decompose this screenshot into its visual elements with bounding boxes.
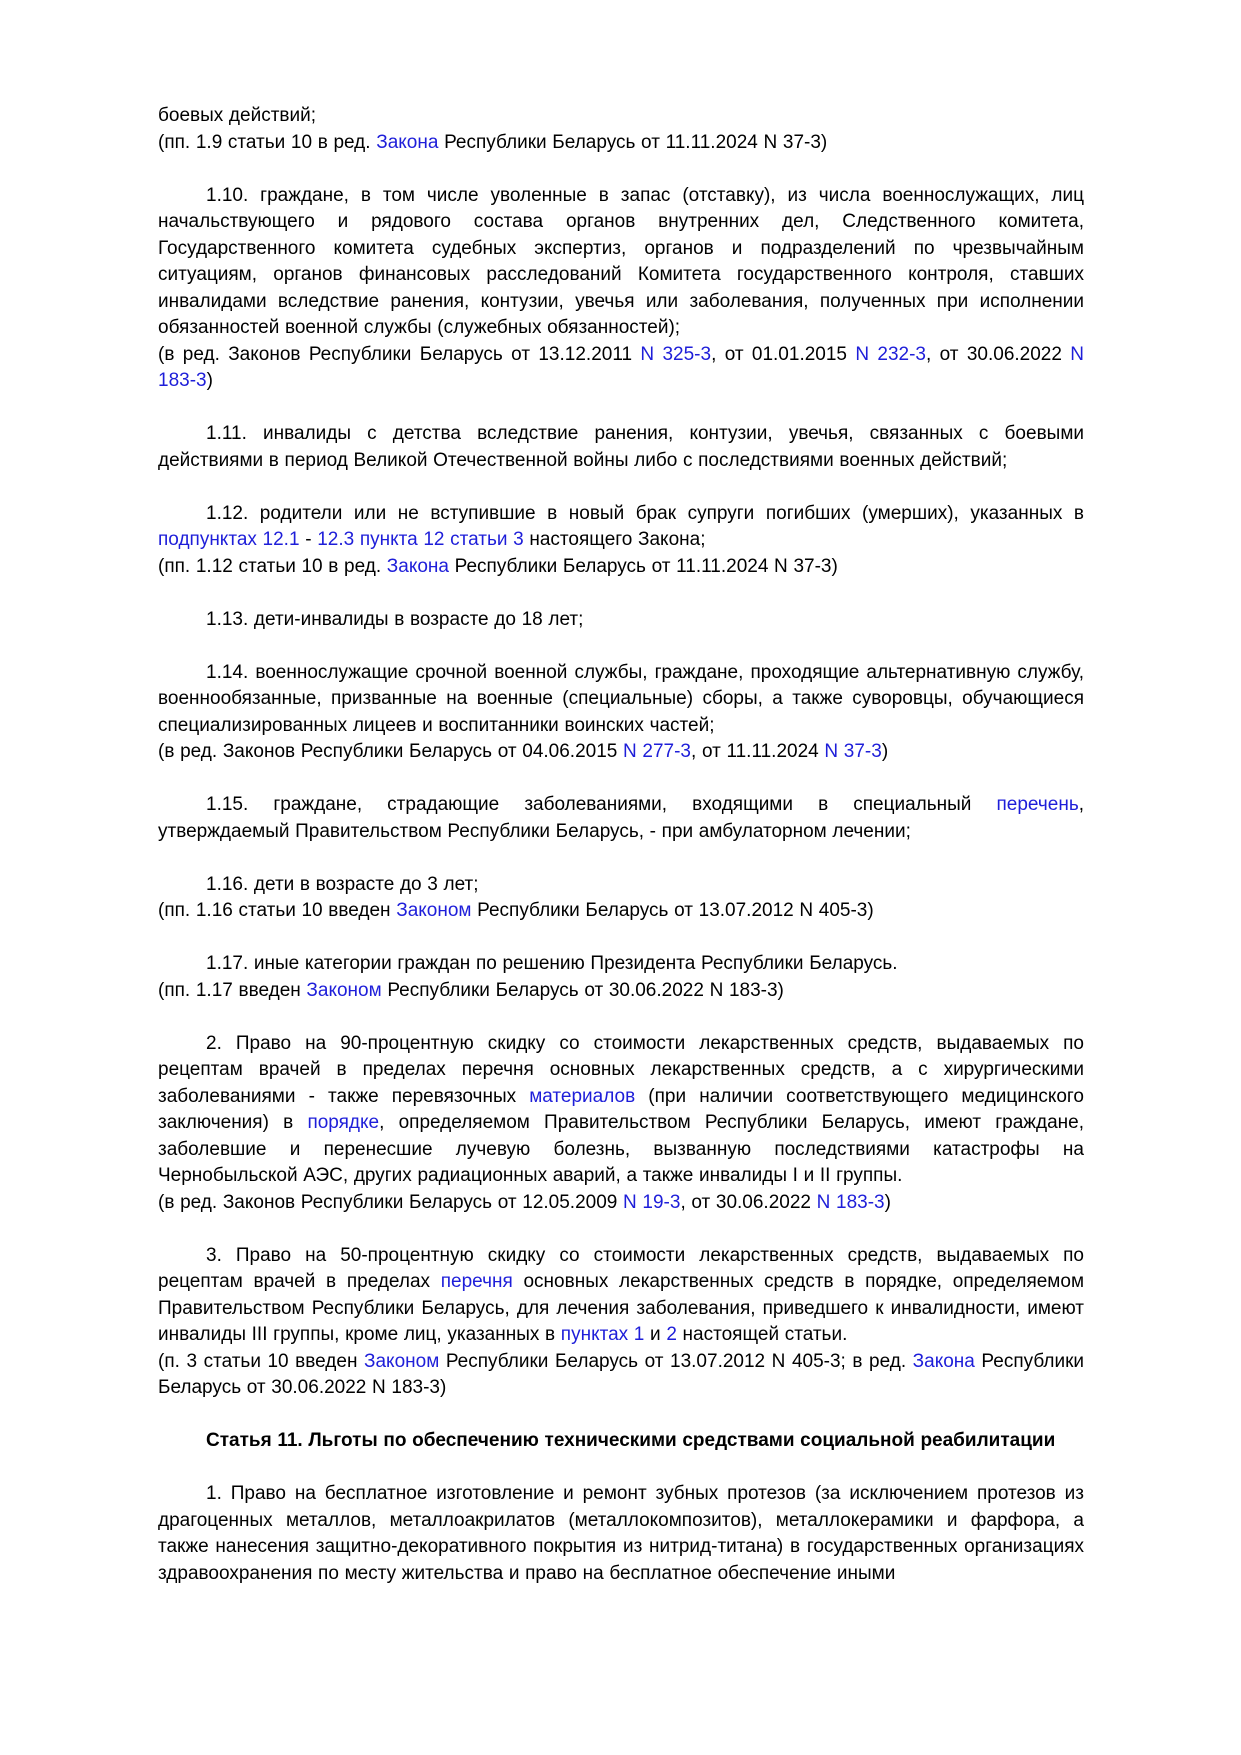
- law-link[interactable]: N 183-3: [158, 343, 1085, 391]
- law-link[interactable]: пунктах 1: [560, 1324, 645, 1345]
- clause-paragraph: 2. Право на 90-процентную скидку со стоимости лекарственных средств, выдаваемых по рецептам врачей в пределах перечня основных лекарственных средств, а с хирургическими заболеваниями - также перевязочных материалов (при наличии соответствующего медицинского заключения) в порядке, определяемом Правительством Республики Беларусь, имеют граждане, заболевшие и перенесшие лучевую болезнь, вызванную последствиями катастрофы на Чернобыльской АЭС, других радиационных аварий, а также инвалиды I и II группы.: [158, 1032, 1085, 1186]
- amendment-note: (пп. 1.9 статьи 10 в ред. Закона Республики Беларусь от 11.11.2024 N 37-3): [158, 131, 828, 153]
- clause-paragraph: 1.11. инвалиды с детства вследствие ранения, контузии, увечья, связанных с боевыми действиями в период Великой Отечественной войны либо с последствиями военных действий;: [158, 423, 1084, 471]
- law-link[interactable]: N 232-3: [855, 343, 927, 365]
- clause-paragraph: 1.14. военнослужащие срочной военной службы, граждане, проходящие альтернативную службу, военнообязанные, призванные на военные (специальные) сборы, а также суворовцы, обучающиеся специализированных лицеев и воспитанники воинских частей;: [158, 661, 1084, 736]
- law-link[interactable]: перечня: [440, 1271, 513, 1292]
- law-link[interactable]: порядке: [307, 1112, 380, 1133]
- law-link[interactable]: N 183-3: [816, 1191, 885, 1213]
- law-link[interactable]: Закона: [912, 1350, 975, 1372]
- amendment-note: (в ред. Законов Республики Беларусь от 04.06.2015 N 277-3, от 11.11.2024 N 37-3): [158, 741, 889, 762]
- clause-paragraph: 1. Право на бесплатное изготовление и ремонт зубных протезов (за исключением протезов из драгоценных металлов, металлоакрилатов (металлокомпозитов), металлокерамики и фарфора, а также нанесения защитно-декоративного покрытия из нитрид-титана) в государственных организациях здравоохранения по месту жительства и право на бесплатное обеспечение иными: [158, 1483, 1084, 1584]
- continuation-paragraph: боевых действий;: [158, 105, 316, 126]
- clause-paragraph: 1.16. дети в возрасте до 3 лет;: [206, 873, 479, 895]
- clause-paragraph: 3. Право на 50-процентную скидку со стоимости лекарственных средств, выдаваемых по рецептам врачей в пределах перечня основных лекарственных средств в порядке, определяемом Правительством Республики Беларусь, для лечения заболевания, приведшего к инвалидности, имеют инвалиды III группы, кроме лиц, указанных в пунктах 1 и 2 настоящей статьи.: [158, 1244, 1085, 1345]
- clause-paragraph: 1.12. родители или не вступившие в новый брак супруги погибших (умерших), указанных в подпунктах 12.1 - 12.3 пункта 12 статьи 3 настоящего Закона;: [158, 502, 1084, 550]
- law-link[interactable]: перечень: [996, 794, 1079, 815]
- law-link[interactable]: N 37-3: [824, 741, 882, 762]
- law-link[interactable]: 12.3 пункта 12 статьи 3: [317, 529, 524, 550]
- law-link[interactable]: Законом: [396, 900, 472, 921]
- law-link[interactable]: N 325-3: [640, 343, 712, 365]
- law-link[interactable]: подпунктах 12.1: [158, 529, 300, 550]
- clause-paragraph: 1.17. иные категории граждан по решению Президента Республики Беларусь.: [206, 953, 898, 974]
- amendment-note: (пп. 1.17 введен Законом Республики Беларусь от 30.06.2022 N 183-3): [158, 979, 784, 1001]
- law-link[interactable]: Законом: [306, 979, 382, 1001]
- law-link[interactable]: N 19-3: [623, 1191, 681, 1213]
- law-link[interactable]: Закона: [376, 131, 439, 153]
- law-link[interactable]: Законом: [364, 1350, 440, 1372]
- amendment-note: (в ред. Законов Республики Беларусь от 12.05.2009 N 19-3, от 30.06.2022 N 183-3): [158, 1191, 891, 1213]
- amendment-note: (в ред. Законов Республики Беларусь от 13.12.2011 N 325-3, от 01.01.2015 N 232-3, от 30.06.2022 N 183-3): [158, 343, 1085, 391]
- document-body: [158, 103, 1084, 1587]
- law-link[interactable]: 2: [666, 1324, 677, 1345]
- clause-paragraph: 1.10. граждане, в том числе уволенные в запас (отставку), из числа военнослужащих, лиц начальствующего и рядового состава органов внутренних дел, Следственного комитета, Государственного комитета судебных экспертиз, органов и подразделений по чрезвычайным ситуациям, органов финансовых расследований Комитета государственного контроля, ставших инвалидами вследствие ранения, контузии, увечья или заболевания, полученных при исполнении обязанностей военной службы (служебных обязанностей);: [158, 184, 1084, 338]
- law-link[interactable]: Закона: [386, 555, 449, 577]
- law-link[interactable]: N 277-3: [623, 741, 691, 762]
- amendment-note: (пп. 1.16 статьи 10 введен Законом Республики Беларусь от 13.07.2012 N 405-3): [158, 900, 874, 921]
- clause-paragraph: 1.13. дети-инвалиды в возрасте до 18 лет;: [206, 608, 584, 630]
- amendment-note: (пп. 1.12 статьи 10 в ред. Закона Республики Беларусь от 11.11.2024 N 37-3): [158, 555, 838, 577]
- clause-paragraph: 1.15. граждане, страдающие заболеваниями, входящими в специальный перечень, утверждаемый Правительством Республики Беларусь, - при амбулаторном лечении;: [158, 794, 1084, 842]
- article-heading: Статья 11. Льготы по обеспечению техническими средствами социальной реабилитации: [206, 1430, 1056, 1451]
- law-link[interactable]: материалов: [529, 1085, 636, 1107]
- amendment-note: (п. 3 статьи 10 введен Законом Республики Беларусь от 13.07.2012 N 405-3; в ред. Закона Республики Беларусь от 30.06.2022 N 183-3): [158, 1350, 1084, 1398]
